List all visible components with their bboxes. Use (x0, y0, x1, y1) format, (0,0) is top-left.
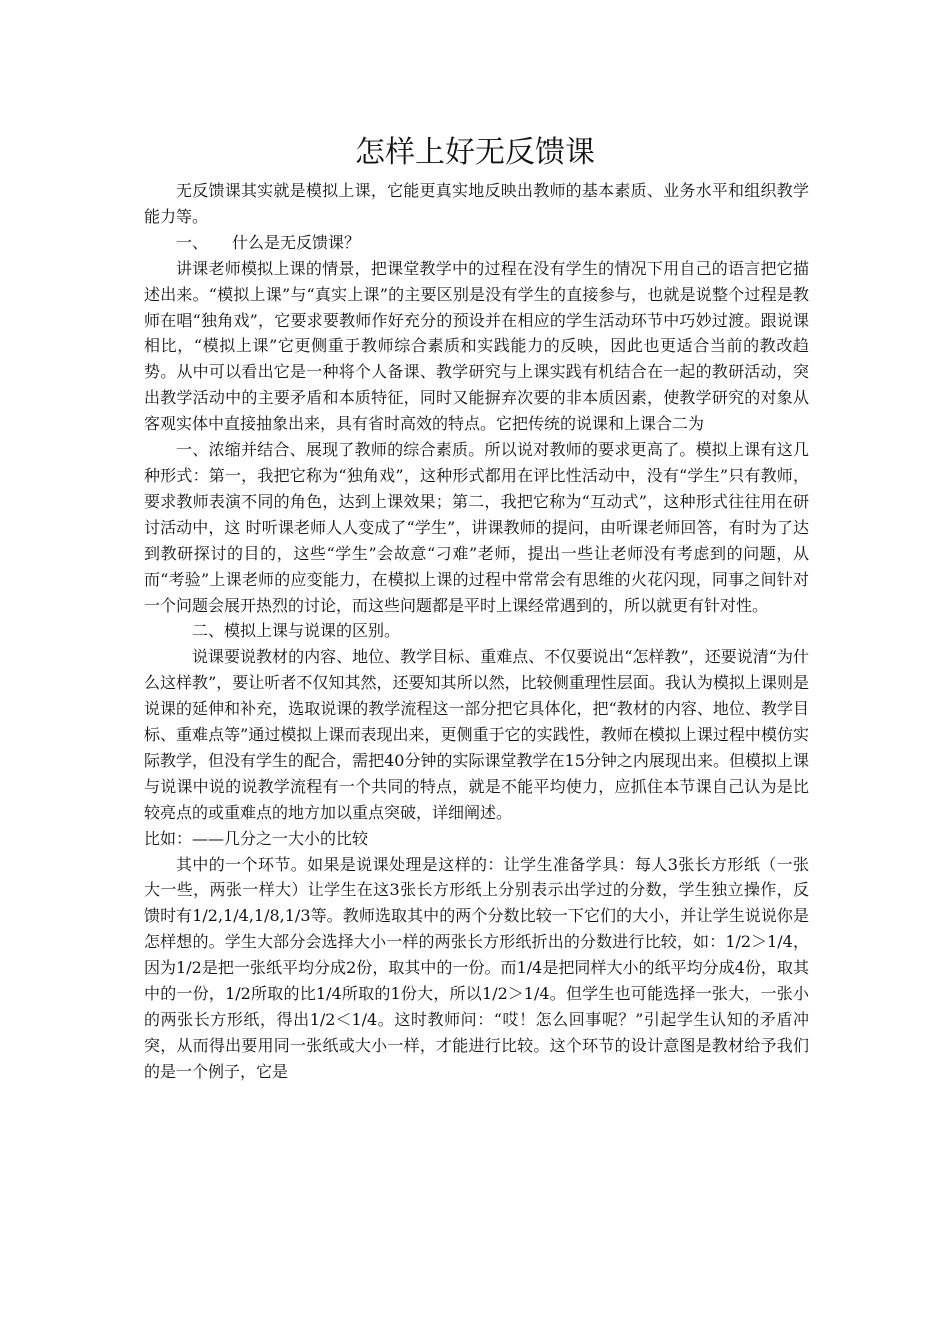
paragraph-difference: 说课要说教材的内容、地位、教学目标、重难点、不仅要说出“怎样教”，还要说清“为什么这样教”，要让听者不仅知其然，还要知其所以然，比较侧重理性层面。我认为模拟上课则是说课的延伸和补充，选取说课的教学流程这一部分把它具体化，把“教材的内容、地位、教学目标、重难点等”通过模拟上课而表现出来，更侧重于它的实践性，教师在模拟上课过程中模仿实际教学，但没有学生的配合，需把40分钟的实际课堂教学在15分钟之内展现出来。但模拟上课与说课中说的说教学流程有一个共同的特点，就是不能平均使力，应抓住本节课自己认为是比较亮点的或重难点的地方加以重点突破，详细阐述。 (144, 647, 809, 822)
section-heading-1: 一、 什么是无反馈课？ (176, 232, 361, 252)
section-heading-2: 二、模拟上课与说课的区别。 (192, 621, 401, 641)
paragraph-forms: 一、浓缩并结合、展现了教师的综合素质。所以说对教师的要求更高了。模拟上课有这几种形式：第一，我把它称为“独角戏”，这种形式都用在评比性活动中，没有“学生”只有教师，要求教师表演不同的角色，达到上课效果；第二，我把它称为“互动式”，这种形式往往用在研讨活动中，这 时听课老师人人变成了“学生”，讲课教师的提问，由听课老师回答，有时为了达到教研探讨的目的，这些“学生”会故意“刁难”老师，提出一些让老师没有考虑到的问题，从而“考验”上课老师的应变能力，在模拟上课的过程中常常会有思维的火花闪现，同事之间针对一个问题会展开热烈的讨论，而这些问题都是平时上课经常遇到的，所以就更有针对性。 (144, 440, 809, 615)
paragraph-intro: 无反馈课其实就是模拟上课，它能更真实地反映出教师的基本素质、业务水平和组织教学能力等。 (144, 181, 809, 226)
document-title: 怎样上好无反馈课 (355, 135, 595, 170)
paragraph-example-label: 比如：——几分之一大小的比较 (144, 828, 369, 848)
paragraph-definition: 讲课老师模拟上课的情景，把课堂教学中的过程在没有学生的情况下用自己的语言把它描述出来。“模拟上课”与“真实上课”的主要区别是没有学生的直接参与，也就是说整个过程是教师在唱“独角戏”，它要求要教师作好充分的预设并在相应的学生活动环节中巧妙过渡。跟说课相比，“模拟上课”它更侧重于教师综合素质和实践能力的反映，因此也更适合当前的教改趋势。从中可以看出它是一种将个人备课、教学研究与上课实践有机结合在一起的教研活动，突出教学活动中的主要矛盾和本质特征，同时又能摒弃次要的非本质因素，使教学研究的对象从客观实体中直接抽象出来，具有省时高效的特点。它把传统的说课和上课合二为 (144, 258, 809, 434)
paragraph-example: 其中的一个环节。如果是说课处理是这样的：让学生准备学具：每人3张长方形纸（一张大一些，两张一样大）让学生在这3张长方形纸上分别表示出学过的分数，学生独立操作，反馈时有1/2,1/4,1/8,1/3等。教师选取其中的两个分数比较一下它们的大小，并让学生说说你是怎样想的。学生大部分会选择大小一样的两张长方形纸折出的分数进行比较，如：1/2＞1/4，因为1/2是把一张纸平均分成2份，取其中的一份。而1/4是把同样大小的纸平均分成4份，取其中的一份，1/2所取的比1/4所取的1份大，所以1/2＞1/4。但学生也可能选择一张大，一张小的两张长方形纸，得出1/2＜1/4。这时教师问：“哎！怎么回事呢？”引起学生认知的矛盾冲突，从而得出要用同一张纸或大小一样，才能进行比较。这个环节的设计意图是教材给予我们的是一个例子，它是 (144, 854, 809, 1081)
document-body (144, 178, 809, 1085)
